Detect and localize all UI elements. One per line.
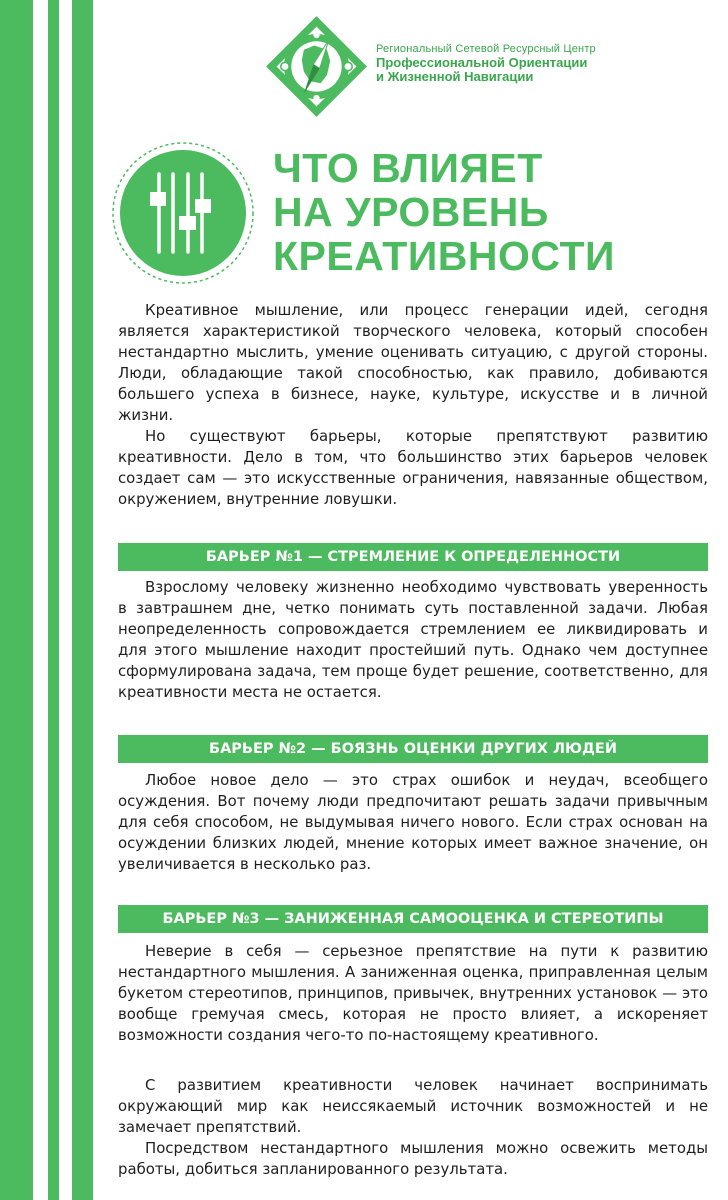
decorative-stripe (72, 0, 93, 1200)
conclusion-paragraph: С развитием креативности человек начинает воспринимать окружающий мир как неиссякаемый источник возможностей и не замечает препятствий. (118, 1076, 708, 1136)
compass-emblem-icon (264, 14, 369, 119)
title-line: НА УРОВЕНЬ (273, 189, 549, 235)
intro-paragraph: Но существуют барьеры, которые препятствуют развитию креативности. Дело в том, что большинство этих барьеров человек создает сам — это искусственные ограничения, навязанные обществом, окружением, внутренние ловушки. (118, 427, 708, 508)
barrier-paragraph: Любое новое дело — это страх ошибок и неудач, всеобщего осуждения. Вот почему люди предпочитают решать задачи привычным для себя способом, не выдумывая ничего нового. Если страх основан на осуждении близких людей, мнение которых имеет важное значение, он увеличивается в несколько раз. (118, 771, 708, 873)
barrier-1-text (118, 577, 708, 703)
intro-text (118, 300, 708, 510)
barrier-paragraph: Взрослому человеку жизненно необходимо чувствовать уверенность в завтрашнем дне, четко понимать суть поставленной задачи. Любая неопределенность сопровождается стремлением ее ликвидировать и для этого мышление находит простейший путь. Однако чем доступнее сформулирована задача, тем проще будет решение, соответственно, для креативности места не остается. (118, 578, 708, 701)
barrier-3-heading: БАРЬЕР №3 — ЗАНИЖЕННАЯ САМООЦЕНКА И СТЕРЕОТИПЫ (118, 905, 708, 933)
organization-line-2: Профессиональной Ориентации (376, 55, 588, 70)
barrier-2-text (118, 770, 708, 875)
organization-line-1: Региональный Сетевой Ресурсный Центр (376, 43, 596, 55)
conclusion-text (118, 1075, 708, 1180)
barrier-2-heading: БАРЬЕР №2 — БОЯЗНЬ ОЦЕНКИ ДРУГИХ ЛЮДЕЙ (118, 735, 708, 763)
barrier-paragraph: Неверие в себя — серьезное препятствие на пути к развитию нестандартного мышления. А заниженная оценка, приправленная целым букетом стереотипов, принципов, привычек, внутренних установок — это вообще гремучая смесь, которая не просто влияет, а искореняет возможности создания чего-то по-настоящему креативного. (118, 942, 708, 1044)
intro-paragraph: Креативное мышление, или процесс генерации идей, сегодня является характеристикой творческого человека, который способен нестандартно мыслить, умение оценивать ситуацию, с другой стороны. Люди, обладающие такой способностью, как правило, добиваются большего успеха в бизнесе, науке, культуре, искусстве и в личной жизни. (118, 301, 708, 424)
sliders-icon (112, 142, 254, 284)
conclusion-paragraph: Посредством нестандартного мышления можно освежить методы работы, добиться запланированного результата. (118, 1139, 708, 1178)
barrier-1-heading: БАРЬЕР №1 — СТРЕМЛЕНИЕ К ОПРЕДЕЛЕННОСТИ (118, 543, 708, 571)
title-line: КРЕАТИВНОСТИ (273, 233, 616, 279)
title-line: ЧТО ВЛИЯЕТ (273, 145, 543, 191)
barrier-3-text (118, 941, 708, 1046)
organization-line-3: и Жизненной Навигации (376, 69, 534, 84)
page-title (273, 146, 713, 278)
decorative-stripe (0, 0, 33, 1200)
decorative-stripe (48, 0, 59, 1200)
organization-name (376, 42, 596, 84)
